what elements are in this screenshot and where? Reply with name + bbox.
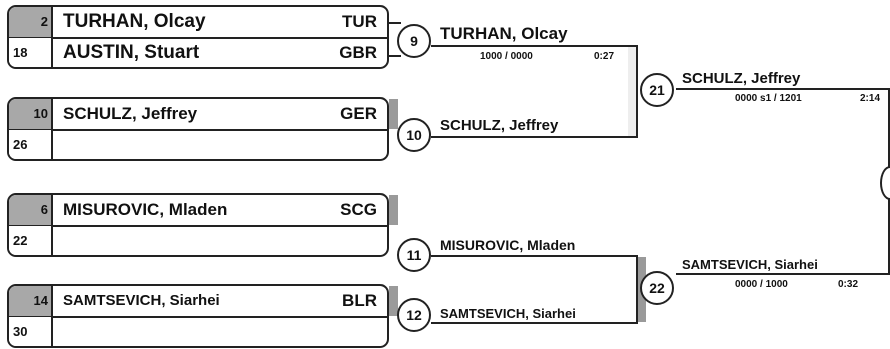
match-score: 0000 s1 / 1201 (735, 93, 802, 104)
connector-line (389, 22, 401, 24)
player-row[interactable] (9, 7, 387, 37)
pool-card (7, 5, 389, 69)
player-name: SCHULZ, Jeffrey (63, 104, 198, 123)
player-row[interactable] (9, 130, 387, 161)
winner-underline (676, 273, 890, 275)
seed-tab (389, 99, 398, 129)
player-name: SAMTSEVICH, Siarhei (63, 292, 220, 309)
match-score: 0000 / 1000 (735, 279, 788, 290)
pool-card (7, 284, 389, 348)
match-time: 2:14 (860, 93, 881, 104)
player-row[interactable] (9, 286, 387, 316)
pool-card (7, 97, 389, 161)
bracket-connector (636, 45, 638, 138)
match-number-badge (880, 166, 890, 200)
player-country: TUR (342, 12, 377, 31)
seed-number: 10 (9, 99, 53, 129)
player-country: GER (340, 104, 377, 123)
player-country: GBR (339, 43, 377, 62)
match-number-badge: 22 (640, 271, 674, 305)
match-score: 1000 / 0000 (480, 51, 533, 62)
player-row[interactable] (9, 99, 387, 129)
seed-number: 18 (9, 38, 53, 69)
winner-name[interactable]: SCHULZ, Jeffrey (682, 70, 801, 87)
winner-underline (431, 322, 638, 324)
winner-name[interactable]: SAMTSEVICH, Siarhei (682, 257, 818, 272)
connector-line (389, 55, 401, 57)
winner-underline (676, 88, 890, 90)
pool-card (7, 193, 389, 257)
match-number-badge: 9 (397, 24, 431, 58)
player-name: MISUROVIC, Mladen (63, 200, 228, 219)
seed-number: 2 (9, 7, 53, 37)
match-time: 0:32 (838, 279, 859, 290)
player-row[interactable] (9, 195, 387, 225)
match-number-badge: 21 (640, 73, 674, 107)
player-name: TURHAN, Olcay (63, 11, 206, 32)
winner-underline (431, 136, 638, 138)
match-number-badge: 10 (397, 118, 431, 152)
seed-number: 14 (9, 286, 53, 316)
winner-name[interactable]: SAMTSEVICH, Siarhei (440, 306, 576, 321)
seed-number: 30 (9, 317, 53, 348)
winner-underline (431, 255, 638, 257)
seed-number: 26 (9, 130, 53, 161)
seed-tab (389, 195, 398, 225)
player-country: SCG (340, 200, 377, 219)
winner-name[interactable]: SCHULZ, Jeffrey (440, 117, 559, 134)
player-name: AUSTIN, Stuart (63, 42, 200, 63)
player-row[interactable] (9, 226, 387, 257)
seed-number: 22 (9, 226, 53, 257)
player-row[interactable] (9, 38, 387, 69)
winner-name[interactable]: TURHAN, Olcay (440, 24, 568, 43)
match-number-badge: 12 (397, 298, 431, 332)
bracket-shade (628, 47, 636, 136)
player-row[interactable] (9, 317, 387, 348)
match-number-badge: 11 (397, 238, 431, 272)
seed-number: 6 (9, 195, 53, 225)
winner-name[interactable]: MISUROVIC, Mladen (440, 237, 576, 253)
player-country: BLR (342, 291, 377, 310)
match-time: 0:27 (594, 51, 615, 62)
winner-underline (431, 45, 638, 47)
